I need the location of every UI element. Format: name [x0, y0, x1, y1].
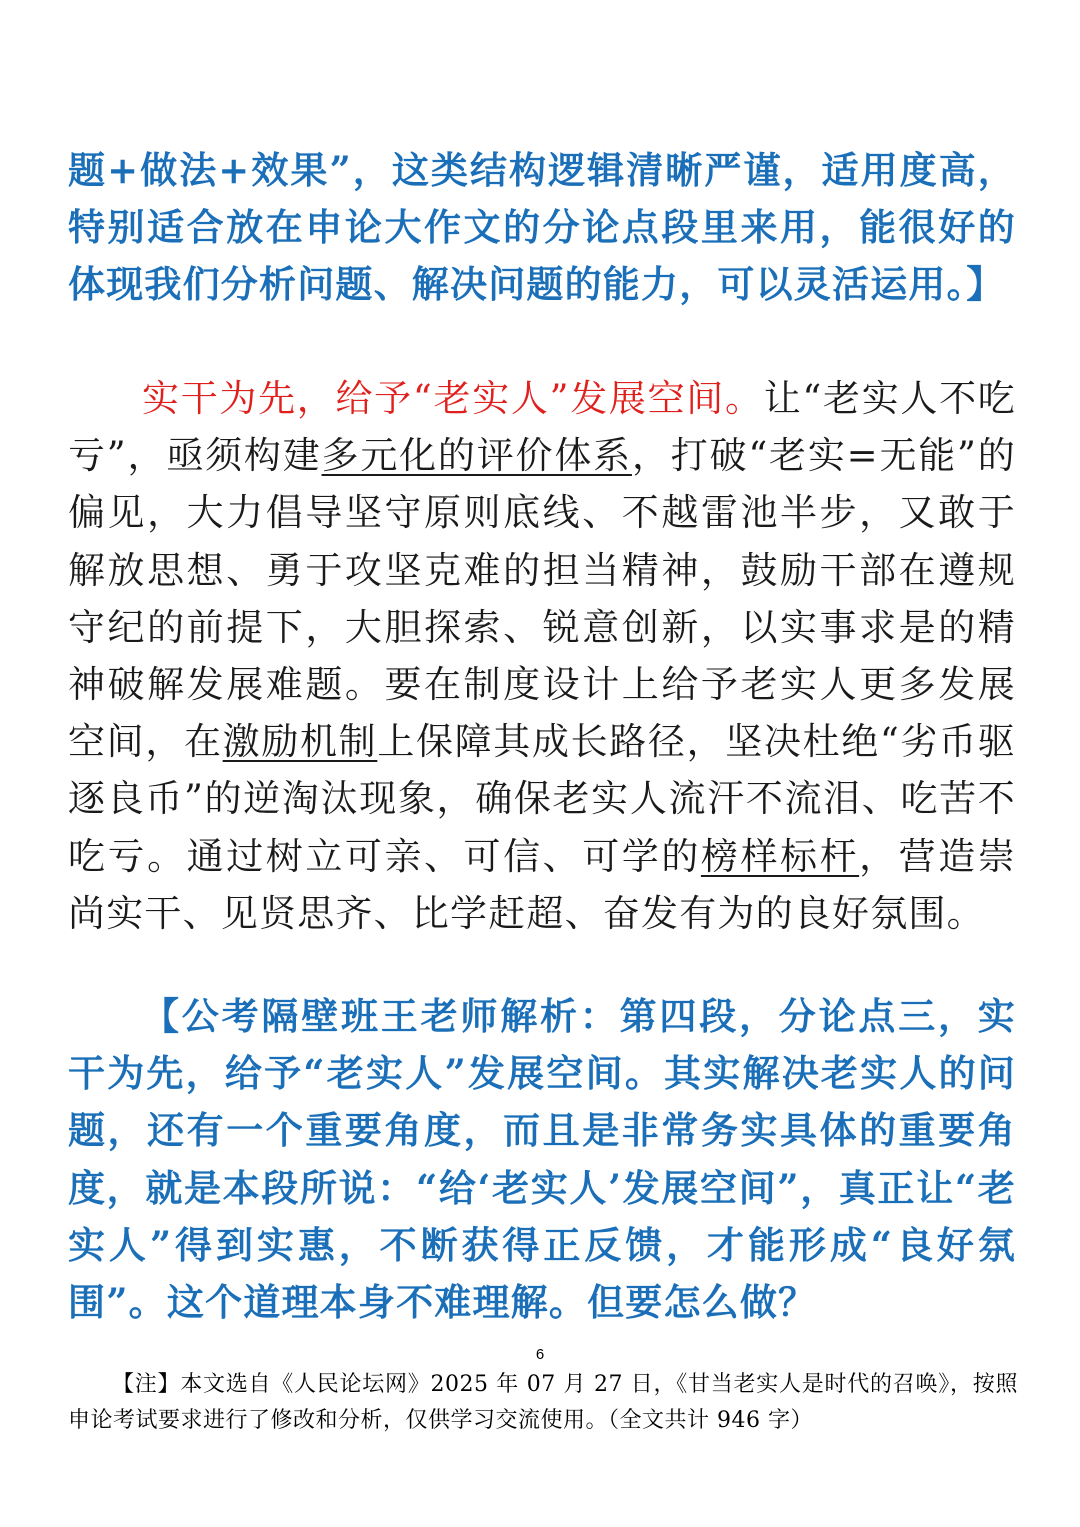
body-text-1: 让“老实人不吃亏”，亟须构建 — [68, 377, 1016, 478]
footnote: 【注】本文选自《人民论坛网》2025 年 07 月 27 日，《甘当老实人是时代的召唤》，按照申论考试要求进行了修改和分析，仅供学习交流使用。（全文共计 946 字） — [68, 1372, 1018, 1433]
analysis-continuation — [68, 142, 1016, 314]
body-text-2: ，打破“老实=无能”的偏见，大力倡导坚守原则底线、不越雷池半步，又敢于解放思想、勇于攻坚克难的担当精神，鼓励干部在遵规守纪的前提下，大胆探索、锐意创新，以实事求是的精神破解发展难题。要在制度设计上给予老实人更多发展空间，在 — [68, 434, 1016, 764]
body-paragraph — [68, 370, 1016, 942]
underlined-phrase-3: 榜样标杆 — [700, 834, 860, 878]
body-text-4: ，营造崇尚实干、见贤思齐、比学赶超、奋发有为的良好氛围。 — [68, 834, 1016, 935]
body-text-3: 上保障其成长路径，坚决杜绝“劣币驱逐良币”的逆淘汰现象，确保老实人流汗不流泪、吃苦不吃亏。通过树立可亲、可信、可学的 — [68, 720, 1016, 878]
analysis-continuation-text: 题+做法+效果”，这类结构逻辑清晰严谨，适用度高，特别适合放在申论大作文的分论点段里来用，能很好的体现我们分析问题、解决问题的能力，可以灵活运用。】 — [68, 148, 1016, 307]
analysis-text: 【公考隔壁班王老师解析：第四段，分论点三，实干为先，给予“老实人”发展空间。其实解决老实人的问题，还有一个重要角度，而且是非常务实具体的重要角度，就是本段所说：“给‘老实人’发展空间”，真正让“老实人”得到实惠，不断获得正反馈，才能形成“良好氛围”。这个道理本身不难理解。但要怎么做？ — [68, 994, 1016, 1325]
underlined-phrase-1: 多元化的评价体系 — [321, 434, 632, 478]
paragraph-heading: 实干为先，给予“老实人”发展空间。 — [142, 377, 764, 420]
underlined-phrase-2: 激励机制 — [222, 720, 378, 764]
page-number: 6 — [535, 1346, 545, 1363]
analysis-paragraph — [68, 988, 1016, 1331]
